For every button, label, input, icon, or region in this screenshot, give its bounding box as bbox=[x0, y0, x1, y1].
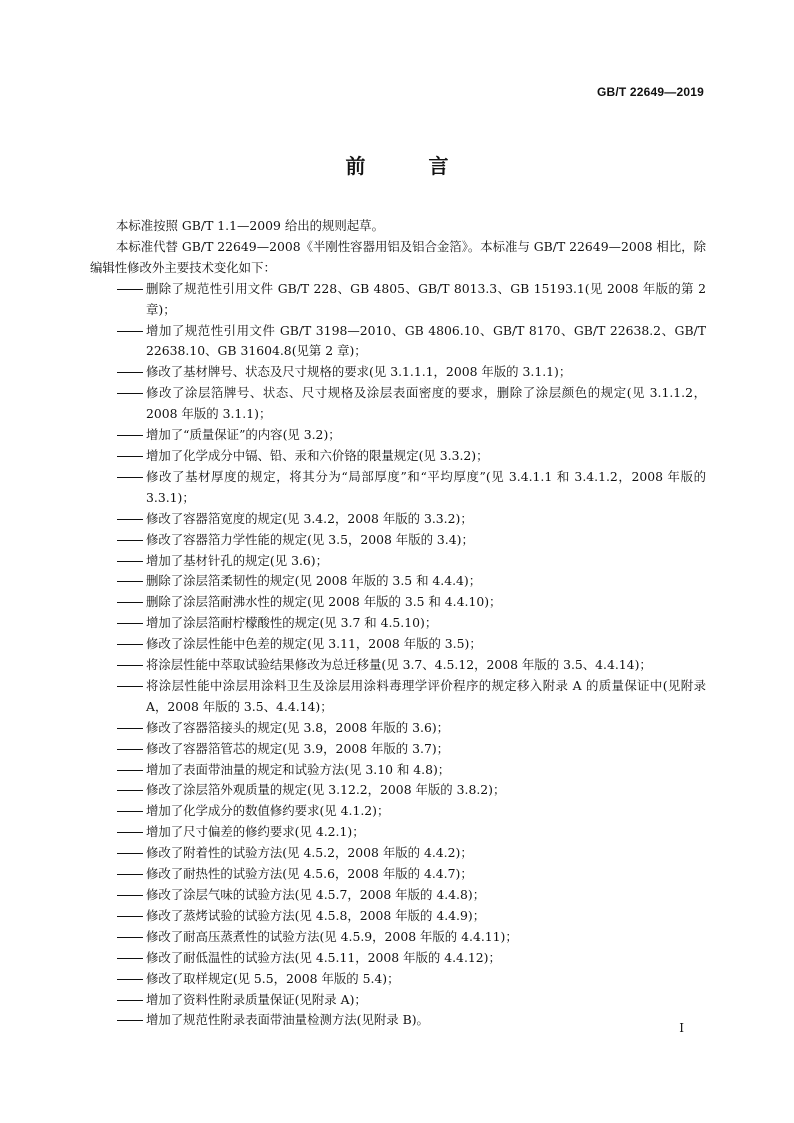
change-item bbox=[90, 948, 706, 969]
change-item bbox=[90, 885, 706, 906]
change-item bbox=[90, 321, 706, 363]
page-number: I bbox=[679, 1021, 684, 1035]
change-item bbox=[90, 1010, 706, 1031]
change-item bbox=[90, 446, 706, 467]
change-item-text: 修改了容器箔接头的规定(见 3.8，2008 年版的 3.6)； bbox=[146, 719, 450, 735]
change-item-text: 修改了耐低温性的试验方法(见 4.5.11，2008 年版的 4.4.12)； bbox=[146, 949, 501, 965]
em-dash-bullet bbox=[117, 581, 143, 582]
change-item-text: 修改了蒸烤试验的试验方法(见 4.5.8，2008 年版的 4.4.9)； bbox=[146, 907, 486, 923]
change-item bbox=[90, 780, 706, 801]
em-dash-bullet bbox=[117, 435, 143, 436]
change-item bbox=[90, 571, 706, 592]
change-item-text: 修改了取样规定(见 5.5，2008 年版的 5.4)； bbox=[146, 970, 400, 986]
change-list bbox=[90, 279, 706, 1032]
change-item bbox=[90, 362, 706, 383]
em-dash-bullet bbox=[117, 623, 143, 624]
change-item bbox=[90, 718, 706, 739]
change-item-text: 增加了规范性引用文件 GB/T 3198—2010、GB 4806.10、GB/T 8170、GB/T 22638.2、GB/T 22638.10、GB 31604.8(见第 2 章)； bbox=[146, 322, 706, 359]
change-item bbox=[90, 927, 706, 948]
em-dash-bullet bbox=[117, 561, 143, 562]
foreword-body bbox=[90, 216, 706, 1031]
change-item-text: 增加了资料性附录质量保证(见附录 A)； bbox=[146, 991, 367, 1007]
em-dash-bullet bbox=[117, 937, 143, 938]
em-dash-bullet bbox=[117, 916, 143, 917]
change-item bbox=[90, 551, 706, 572]
em-dash-bullet bbox=[117, 895, 143, 896]
em-dash-bullet bbox=[117, 477, 143, 478]
em-dash-bullet bbox=[117, 1000, 143, 1001]
change-item-text: 修改了耐热性的试验方法(见 4.5.6，2008 年版的 4.4.7)； bbox=[146, 866, 473, 882]
change-item bbox=[90, 760, 706, 781]
standard-number: GB/T 22649—2019 bbox=[596, 85, 704, 99]
em-dash-bullet bbox=[117, 519, 143, 520]
change-item bbox=[90, 592, 706, 613]
change-item bbox=[90, 467, 706, 509]
change-item-text: 增加了基材针孔的规定(见 3.6)； bbox=[146, 552, 328, 568]
change-item-text: 修改了附着性的试验方法(见 4.5.2，2008 年版的 4.4.2)； bbox=[146, 845, 473, 861]
change-item-text: 修改了容器箔力学性能的规定(见 3.5，2008 年版的 3.4)； bbox=[146, 531, 474, 547]
em-dash-bullet bbox=[117, 686, 143, 687]
change-item-text: 修改了基材厚度的规定，将其分为“局部厚度”和“平均厚度”(见 3.4.1.1 和 3.4.1.2，2008 年版的 3.3.1)； bbox=[146, 468, 706, 505]
change-item-text: 增加了尺寸偏差的修约要求(见 4.2.1)； bbox=[146, 824, 365, 840]
change-item-text: 将涂层性能中涂层用涂料卫生及涂层用涂料毒理学评价程序的规定移入附录 A 的质量保证中(见附录 A，2008 年版的 3.5、4.4.14)； bbox=[146, 677, 706, 714]
em-dash-bullet bbox=[117, 874, 143, 875]
em-dash-bullet bbox=[117, 372, 143, 373]
change-item bbox=[90, 969, 706, 990]
change-item-text: 删除了涂层箔柔韧性的规定(见 2008 年版的 3.5 和 4.4.4)； bbox=[146, 573, 482, 589]
change-item-text: 修改了涂层气味的试验方法(见 4.5.7，2008 年版的 4.4.8)； bbox=[146, 887, 486, 902]
change-item bbox=[90, 425, 706, 446]
em-dash-bullet bbox=[117, 770, 143, 771]
change-item bbox=[90, 801, 706, 822]
change-item bbox=[90, 383, 706, 425]
change-item-text: 增加了表面带油量的规定和试验方法(见 3.10 和 4.8)； bbox=[146, 761, 451, 777]
em-dash-bullet bbox=[117, 853, 143, 854]
em-dash-bullet bbox=[117, 728, 143, 729]
em-dash-bullet bbox=[117, 749, 143, 750]
em-dash-bullet bbox=[117, 665, 143, 666]
change-item bbox=[90, 676, 706, 718]
change-item bbox=[90, 822, 706, 843]
change-item-text: 增加了涂层箔耐柠檬酸性的规定(见 3.7 和 4.5.10)； bbox=[146, 615, 438, 631]
change-item bbox=[90, 843, 706, 864]
em-dash-bullet bbox=[117, 393, 143, 394]
em-dash-bullet bbox=[117, 1020, 143, 1021]
change-item-text: 修改了涂层箔外观质量的规定(见 3.12.2，2008 年版的 3.8.2)； bbox=[146, 782, 506, 798]
change-item-text: 修改了涂层箔牌号、状态、尺寸规格及涂层表面密度的要求，删除了涂层颜色的规定(见 3.1.1.2，2008 年版的 3.1.1)； bbox=[146, 385, 706, 422]
change-item-text: 删除了涂层箔耐沸水性的规定(见 2008 年版的 3.5 和 4.4.10)； bbox=[146, 594, 502, 610]
change-item bbox=[90, 739, 706, 760]
change-item-text: 修改了基材牌号、状态及尺寸规格的要求(见 3.1.1.1，2008 年版的 3.1.1)； bbox=[146, 364, 572, 380]
change-item bbox=[90, 509, 706, 530]
em-dash-bullet bbox=[117, 979, 143, 980]
em-dash-bullet bbox=[117, 790, 143, 791]
change-item-text: 增加了规范性附录表面带油量检测方法(见附录 B)。 bbox=[146, 1012, 429, 1028]
change-item-text: 修改了涂层性能中色差的规定(见 3.11，2008 年版的 3.5)； bbox=[146, 636, 482, 652]
em-dash-bullet bbox=[117, 958, 143, 959]
change-item bbox=[90, 530, 706, 551]
change-item-text: 增加了“质量保证”的内容(见 3.2)； bbox=[146, 427, 341, 443]
change-item-text: 修改了容器箔宽度的规定(见 3.4.2，2008 年版的 3.3.2)； bbox=[146, 510, 473, 526]
change-item-text: 删除了规范性引用文件 GB/T 228、GB 4805、GB/T 8013.3、GB 15193.1(见 2008 年版的第 2 章)； bbox=[146, 280, 706, 317]
change-item bbox=[90, 613, 706, 634]
change-item-text: 增加了化学成分中镉、铅、汞和六价铬的限量规定(见 3.3.2)； bbox=[146, 447, 489, 463]
change-item bbox=[90, 655, 706, 676]
change-item bbox=[90, 634, 706, 655]
intro-paragraph: 本标准代替 GB/T 22649—2008《半刚性容器用铝及铝合金箔》。本标准与 GB/T 22649—2008 相比，除编辑性修改外主要技术变化如下： bbox=[90, 238, 706, 275]
change-item-text: 修改了容器箔管芯的规定(见 3.9，2008 年版的 3.7)； bbox=[146, 740, 450, 756]
page-title: 前 言 bbox=[345, 154, 477, 178]
em-dash-bullet bbox=[117, 644, 143, 645]
em-dash-bullet bbox=[117, 811, 143, 812]
change-item bbox=[90, 279, 706, 321]
em-dash-bullet bbox=[117, 602, 143, 603]
change-item-text: 增加了化学成分的数值修约要求(见 4.1.2)； bbox=[146, 803, 390, 819]
change-item bbox=[90, 864, 706, 885]
em-dash-bullet bbox=[117, 456, 143, 457]
em-dash-bullet bbox=[117, 832, 143, 833]
intro-paragraph: 本标准按照 GB/T 1.1—2009 给出的规则起草。 bbox=[116, 218, 384, 233]
change-item bbox=[90, 990, 706, 1011]
em-dash-bullet bbox=[117, 331, 143, 332]
change-item-text: 将涂层性能中萃取试验结果修改为总迁移量(见 3.7、4.5.12，2008 年版的 3.5、4.4.14)； bbox=[146, 657, 652, 673]
em-dash-bullet bbox=[117, 289, 143, 290]
change-item-text: 修改了耐高压蒸煮性的试验方法(见 4.5.9，2008 年版的 4.4.11)； bbox=[146, 928, 518, 944]
em-dash-bullet bbox=[117, 540, 143, 541]
change-item bbox=[90, 906, 706, 927]
